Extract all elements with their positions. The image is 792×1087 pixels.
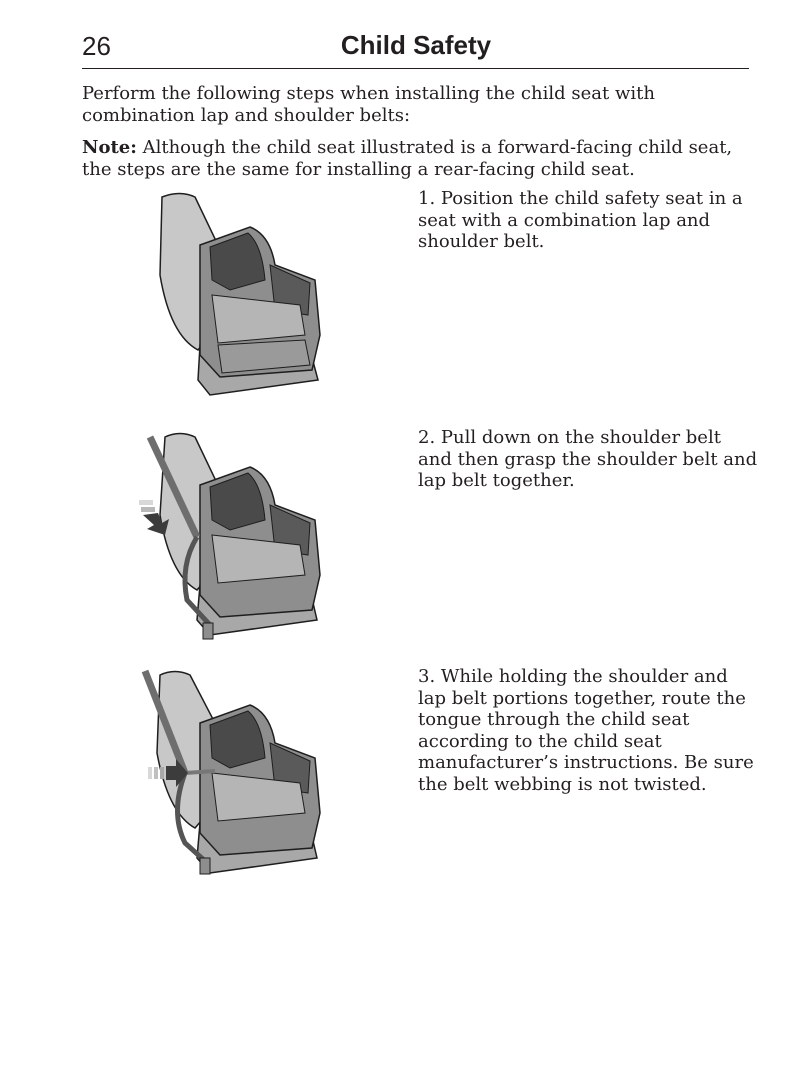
note-label: Note: — [82, 137, 137, 158]
child-seat — [200, 467, 320, 617]
figure-step-3-route-tongue-illustration — [130, 663, 340, 888]
figure-step-2-pull-belt-illustration — [125, 425, 340, 650]
child-seat — [200, 705, 320, 855]
page-number: 26 — [82, 31, 111, 61]
figure-step-1-child-seat-illustration — [140, 185, 340, 405]
header-rule — [82, 68, 749, 69]
step-2-text: 2. Pull down on the shoulder belt and then grasp the shoulder belt and lap belt together. — [418, 427, 758, 491]
note-paragraph — [82, 137, 752, 180]
child-seat — [200, 227, 320, 377]
step-3-text: 3. While holding the shoulder and lap belt portions together, route the tongue through the child seat according to the child seat manufacturer’s instructions. Be sure the belt webbing is not twisted. — [418, 666, 754, 795]
note-text: Although the child seat illustrated is a forward-facing child seat, the steps are the same for installing a rear-facing child seat. — [82, 137, 733, 180]
intro-paragraph: Perform the following steps when installing the child seat with combination lap and shoulder belts: — [82, 83, 655, 126]
page-title: Child Safety — [340, 30, 492, 60]
step-1-text: 1. Position the child safety seat in a seat with a combination lap and shoulder belt. — [418, 188, 743, 252]
